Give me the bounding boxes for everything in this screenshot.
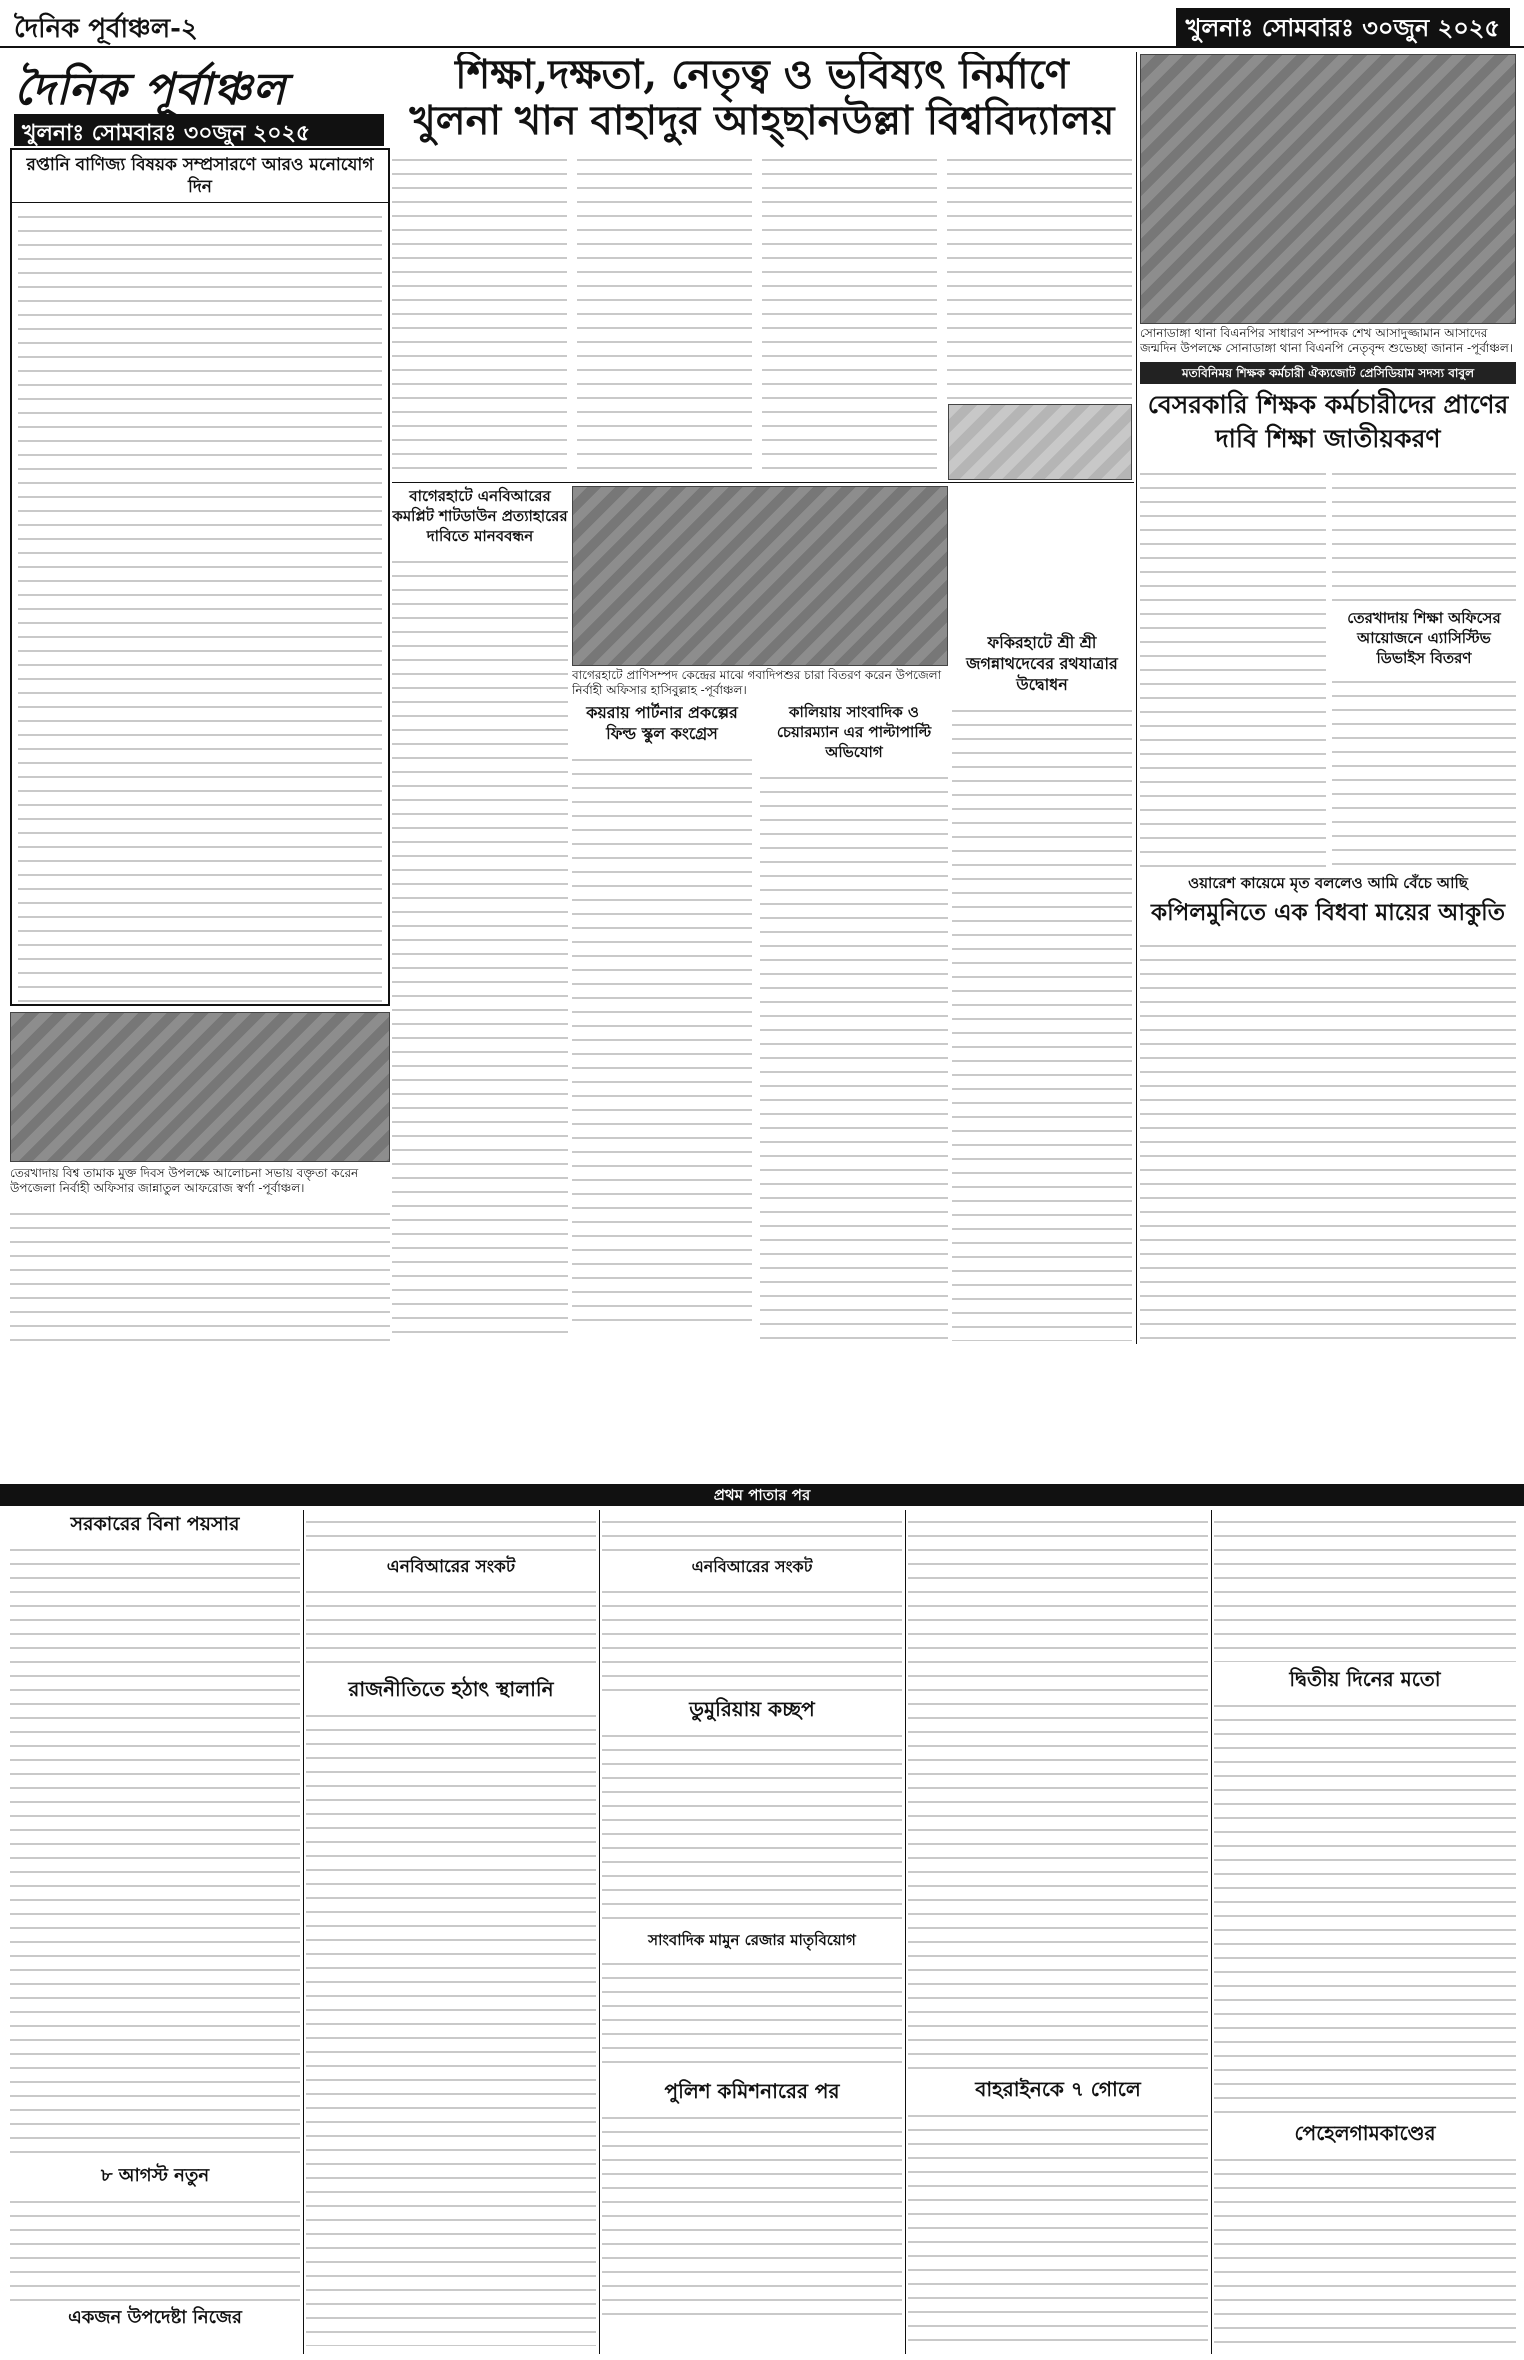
col4-headline: বাহরাইনকে ৭ গোলে — [975, 2077, 1141, 2101]
col1-sub-headline-2: একজন উপদেষ্টা নিজের — [68, 2307, 242, 2328]
right-photo-caption: সোনাডাঙ্গা থানা বিএনপির সাধারণ সম্পাদক শেখ আসাদুজ্জামান আসাদের জন্মদিন উপলক্ষে সোনাডাঙ্গা থানা বিএনপি নেতৃবৃন্দ শুভেচ্ছা জানান -পূর্বাঞ্চল। — [1140, 326, 1514, 355]
bottom-col-2 — [306, 1512, 596, 2354]
left-photo-caption: তেরখাদায় বিশ্ব তামাক মুক্ত দিবস উপলক্ষে আলোচনা সভায় বক্তৃতা করেন উপজেলা নির্বাহী অফিসার জান্নাতুল আফরোজ স্বর্ণা -পূর্বাঞ্চল। — [10, 1166, 359, 1195]
lead-col-2 — [577, 150, 752, 480]
col3-body-1 — [602, 1582, 902, 1692]
col2-headline-2: রাজনীতিতে হঠাৎ স্থালানি — [348, 1677, 554, 1701]
lead-headline-line2: খুলনা খান বাহাদুর আহ্ছানউল্লা বিশ্ববিদ্যালয় — [409, 97, 1115, 144]
kalia-story — [760, 702, 948, 1342]
col3-body-3 — [602, 1954, 902, 2074]
column-rule — [599, 1510, 600, 2354]
page-label: দৈনিক পূর্বাঞ্চল-২ — [14, 14, 198, 44]
right-headline-2: কপিলমুনিতে এক বিধবা মায়ের আকুতি — [1151, 899, 1505, 926]
left-photo — [10, 1012, 390, 1162]
column-rule — [303, 1510, 304, 2354]
col2-headline-1: এনবিআরের সংকট — [386, 1557, 516, 1577]
col3-top-body — [602, 1512, 902, 1552]
right-col-2 — [1332, 464, 1516, 604]
right-col-1 — [1140, 464, 1326, 870]
lead-col-1 — [392, 150, 567, 480]
right-kicker-2: ওয়ারেশ কায়েমে মৃত বললেও আমি বেঁচে আছি — [1188, 874, 1468, 892]
lead-col-3 — [762, 150, 937, 480]
col5-body-2 — [1214, 2150, 1516, 2350]
center-photo — [572, 486, 948, 666]
lead-headline-line1: শিক্ষা,দক্ষতা, নেতৃত্ব ও ভবিষ্যৎ নির্মাণে — [455, 52, 1069, 98]
left-story-body — [18, 207, 382, 1006]
col3-headline-1: এনবিআরের সংকট — [691, 1557, 813, 1576]
koyra-body — [572, 750, 752, 1330]
continuation-band: প্রথম পাতার পর — [0, 1484, 1524, 1506]
col5-body-1 — [1214, 1696, 1516, 2116]
lead-photo-small — [948, 404, 1132, 480]
col3-body-4 — [602, 2108, 902, 2318]
left-story-headline: রপ্তানি বাণিজ্য বিষয়ক সম্প্রসারণে আরও মনোযোগ দিন — [12, 150, 388, 203]
right-bottom-body — [1140, 936, 1516, 1342]
col1-headline: সরকারের বিনা পয়সার — [70, 1513, 240, 1535]
top-bar — [0, 0, 1524, 48]
kalia-headline: কালিয়ায় সাংবাদিক ও চেয়ারম্যান এর পাল্টাপাল্টি অভিযোগ — [776, 703, 932, 761]
bottom-col-1 — [10, 1512, 300, 2354]
section-rule — [392, 482, 1134, 483]
fakirhat-headline: ফকিরহাটে শ্রী শ্রী জগন্নাথদেবের রথযাত্রার উদ্বোধন — [966, 633, 1118, 694]
masthead-date: খুলনাঃ সোমবারঃ ৩০জুন ২০২৫ — [14, 114, 384, 146]
lead-col-4 — [947, 150, 1132, 400]
right-headline: বেসরকারি শিক্ষক কর্মচারীদের প্রাণের দাবি শিক্ষা জাতীয়করণ — [1147, 390, 1509, 453]
col5-headline-1: দ্বিতীয় দিনের মতো — [1289, 1667, 1441, 1691]
col3-headline-3: সাংবাদিক মামুন রেজার মাতৃবিয়োগ — [648, 1931, 856, 1949]
bottom-col-5 — [1214, 1512, 1516, 2354]
bagerhat-story — [392, 486, 568, 1346]
col4-body — [908, 2106, 1208, 2346]
right-photo — [1140, 54, 1516, 324]
col5-headline-2: পেহেলগামকাণ্ডের — [1294, 2121, 1436, 2145]
col4-top-body — [908, 1512, 1208, 2072]
bottom-col-3 — [602, 1512, 902, 2354]
col3-headline-4: পুলিশ কমিশনারের পর — [664, 2079, 840, 2103]
fakirhat-story — [952, 632, 1132, 1344]
koyra-story — [572, 702, 752, 1342]
right-side-body — [1332, 672, 1516, 870]
col5-top-body — [1214, 1512, 1516, 1662]
fakirhat-body — [952, 701, 1132, 1341]
right-kicker: মতবিনিময় শিক্ষক কর্মচারী ঐক্যজোট প্রেসিডিয়াম সদস্য বাবুল — [1140, 362, 1516, 384]
col3-body-2 — [602, 1726, 902, 1926]
col1-sub-body — [10, 2192, 300, 2302]
bagerhat-body — [392, 552, 568, 1342]
column-rule — [1211, 1510, 1212, 2354]
col2-top-body — [306, 1512, 596, 1552]
column-rule — [905, 1510, 906, 2354]
col2-body-2 — [306, 1706, 596, 2346]
right-side-headline: তেরখাদায় শিক্ষা অফিসের আয়োজনে এ্যাসিস্টিভ ডিভাইস বিতরণ — [1347, 609, 1501, 667]
col3-headline-2: ডুমুরিয়ায় কচ্ছপ — [689, 1697, 815, 1721]
koyra-headline: কয়রায় পার্টনার প্রকল্পের ফিল্ড স্কুল কংগ্রেস — [586, 703, 738, 743]
masthead-logo: দৈনিক পূর্বাঞ্চল — [14, 64, 287, 114]
lead-headline — [392, 52, 1132, 148]
left-story-box — [10, 148, 390, 1006]
col1-sub-headline: ৮ আগস্ট নতুন — [100, 2165, 210, 2186]
left-bottom-body — [10, 1204, 390, 1344]
bottom-col-4 — [908, 1512, 1208, 2354]
bagerhat-headline: বাগেরহাটে এনবিআরের কমপ্লিট শাটডাউন প্রত্যাহারের দাবিতে মানববন্ধন — [392, 487, 568, 545]
col2-body-1 — [306, 1582, 596, 1672]
col1-body — [10, 1540, 300, 2160]
column-rule — [1136, 52, 1137, 1344]
header-date: খুলনাঃ সোমবারঃ ৩০জুন ২০২৫ — [1176, 8, 1510, 48]
center-photo-caption: বাগেরহাটে প্রাণিসম্পদ কেন্দ্রের মাঝে গবাদিপশুর চারা বিতরণ করেন উপজেলা নির্বাহী অফিসার হাসিবুল্লাহ -পূর্বাঞ্চল। — [572, 668, 942, 697]
kalia-body — [760, 768, 948, 1342]
